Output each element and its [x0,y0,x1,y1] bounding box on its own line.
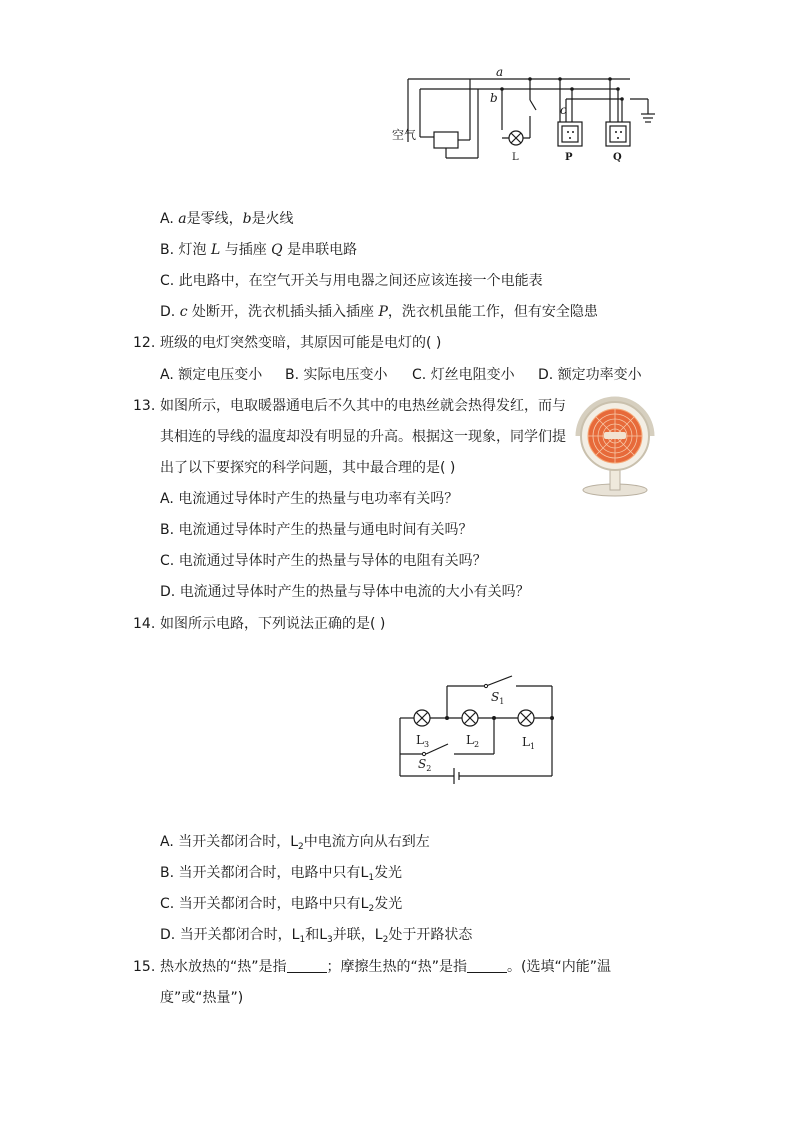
lamp-l2-label: $L_2$ [466,733,480,749]
answer-blank-2[interactable] [467,958,507,973]
q11-option-c: C. 此电路中，在空气开关与用电器之间还应该连接一个电能表 [160,273,543,289]
q12-option-d: D. 额定功率变小 [538,367,642,383]
q11-option-d: D. c 处断开，洗衣机插头插入插座 P，洗衣机虽能工作，但有安全隐患 [160,304,598,320]
switch-s2-label: $S_2$ [418,757,432,773]
q13-option-a: A. 电流通过导体时产生的热量与电功率有关吗？ [160,491,459,507]
lamp-l1-label: $L_1$ [522,735,536,751]
q13-stem-line-2: 其相连的导线的温度却没有明显的升高。根据这一现象，同学们提 [160,429,566,445]
answer-blank-1[interactable] [287,958,327,973]
q12-option-c: C. 灯丝电阻变小 [412,367,515,383]
q13-stem-line-1: 如图所示，电取暖器通电后不久其中的电热丝就会热得发红，而与 [160,398,566,414]
q14-option-a: A. 当开关都闭合时，$L_2$中电流方向从右到左 [160,834,430,852]
q11-option-a: A. a是零线，b是火线 [160,211,294,227]
q14-stem: 如图所示电路，下列说法正确的是( ) [160,616,386,632]
q14-option-b: B. 当开关都闭合时，电路中只有$L_1$发光 [160,865,403,883]
wire-b-label: b [490,91,498,105]
air-switch-label: 空气 [392,128,417,142]
q13-option-b: B. 电流通过导体时产生的热量与通电时间有关吗？ [160,522,473,538]
q14-option-c: C. 当开关都闭合时，电路中只有$L_2$发光 [160,896,403,914]
series-parallel-circuit-figure [392,668,562,793]
socket-Q-label: Q [613,152,622,163]
q12-option-a: A. 额定电压变小 [160,367,263,383]
q13-option-d: D. 电流通过导体时产生的热量与导体中电流的大小有关吗？ [160,584,530,600]
q15-line-2: 度”或“热量”) [160,990,244,1006]
q15-number: 15. [133,959,156,975]
q14-number: 14. [133,616,156,632]
q15-line-1: 热水放热的“热”是指 ；摩擦生热的“热”是指 。(选填“内能”温 [160,959,611,975]
q13-option-c: C. 电流通过导体时产生的热量与导体的电阻有关吗？ [160,553,487,569]
q12-option-b: B. 实际电压变小 [285,367,388,383]
q14-option-d: D. 当开关都闭合时，$L_1$和$L_3$并联，$L_2$处于开路状态 [160,927,473,945]
socket-P-label: P [565,152,573,163]
q12-number: 12. [133,335,156,351]
switch-s1-label: $S_1$ [491,690,505,706]
electric-heater-image [570,392,660,498]
q12-stem: 班级的电灯突然变暗，其原因可能是电灯的( ) [160,335,442,351]
lamp-L-label: L [512,152,519,163]
wire-a-label: a [496,65,504,79]
q13-number: 13. [133,398,156,414]
point-c-label: c [560,103,567,117]
household-circuit-figure [390,62,660,172]
q13-stem-line-3: 出了以下要探究的科学问题，其中最合理的是( ) [160,460,456,476]
q11-option-b: B. 灯泡 L 与插座 Q 是串联电路 [160,242,358,258]
lamp-l3-label: $L_3$ [416,733,430,749]
